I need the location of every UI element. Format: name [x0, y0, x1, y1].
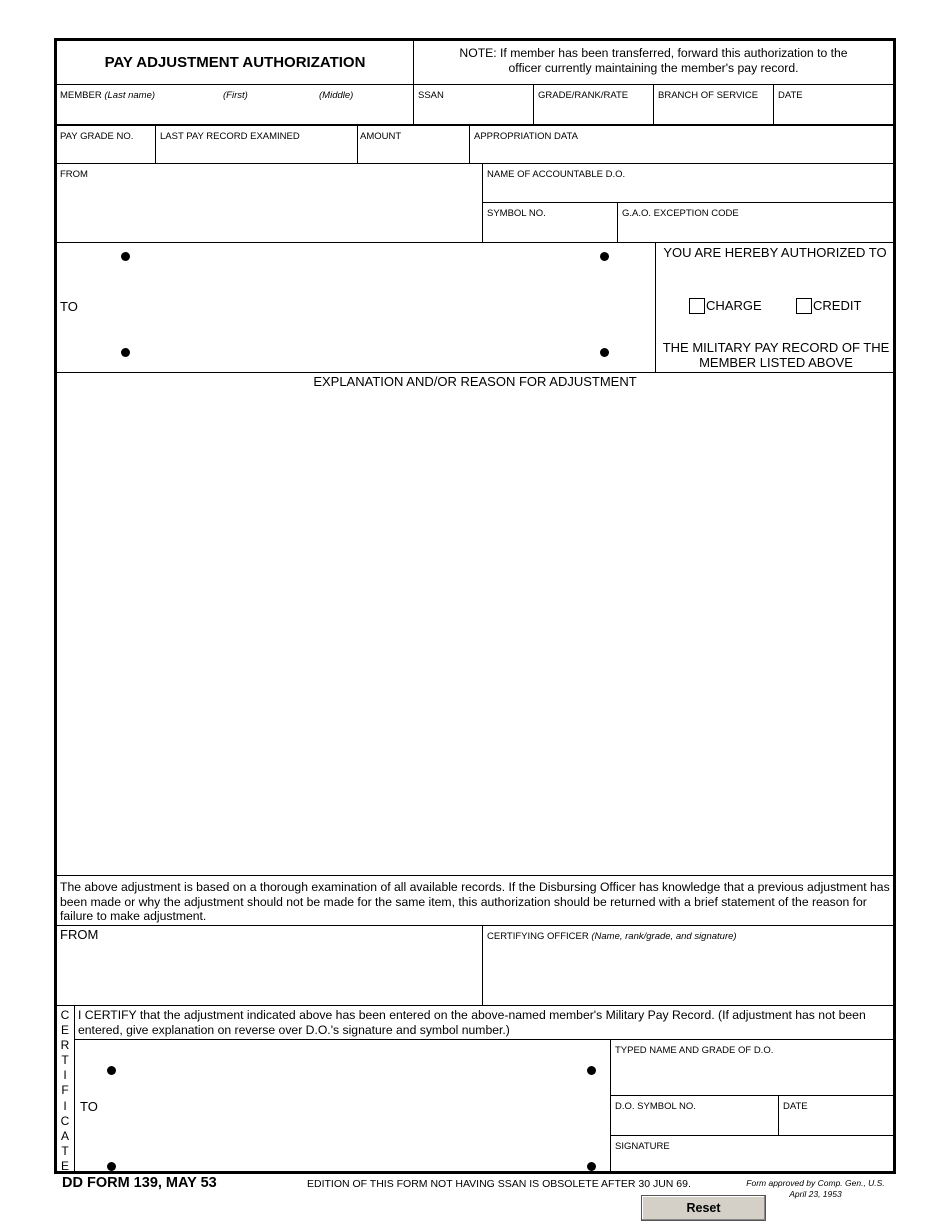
date-label: DATE [778, 90, 803, 101]
reset-button[interactable]: Reset [641, 1195, 766, 1221]
do-symbol-label: D.O. SYMBOL NO. [615, 1101, 696, 1112]
from-label: FROM [60, 169, 88, 180]
certificate-side-letter: T [61, 1143, 69, 1158]
do-details [610, 1040, 894, 1173]
credit-checkbox[interactable] [796, 298, 812, 314]
adjustment-statement: The above adjustment is based on a thorough examination of all available records. If the Disbursing Officer has knowledge that a previous adjustment has been made or why the adjustment should not be made for the same item, this authorization should be returned with a brief statement of the reason for failure to make adjustment. [57, 875, 893, 925]
certifying-row [57, 925, 893, 1005]
authorization-box [655, 243, 893, 373]
member-row [57, 84, 893, 124]
certificate-date-label: DATE [783, 1101, 808, 1112]
amount-cell[interactable] [357, 126, 469, 164]
certificate-side-letter: E [60, 1158, 69, 1173]
to-section [57, 242, 893, 372]
ssan-cell[interactable] [413, 85, 533, 125]
typed-name-cell[interactable] [611, 1040, 894, 1095]
accountable-do-cell[interactable] [483, 164, 893, 202]
certificate-side-letter: C [60, 1113, 70, 1128]
appropriation-cell[interactable] [469, 126, 893, 164]
form-id: DD FORM 139, MAY 53 [62, 1175, 217, 1191]
address-corner-dot [600, 348, 609, 357]
transfer-note: NOTE: If member has been transferred, forward this authorization to the officer currently maintaining the member's pay record. [413, 41, 893, 84]
pay-record-label: THE MILITARY PAY RECORD OF THE MEMBER LISTED ABOVE [662, 340, 890, 370]
address-corner-dot [587, 1162, 596, 1171]
grade-label: GRADE/RANK/RATE [538, 90, 629, 101]
branch-label: BRANCH OF SERVICE [658, 90, 759, 101]
certificate-side-label [57, 1008, 73, 1174]
address-corner-dot [107, 1066, 116, 1075]
edition-note: EDITION OF THIS FORM NOT HAVING SSAN IS OBSOLETE AFTER 30 JUN 69. [307, 1178, 691, 1190]
pay-grade-row [57, 124, 893, 163]
last-pay-record-label: LAST PAY RECORD EXAMINED [160, 131, 300, 142]
certify-text: I CERTIFY that the adjustment indicated above has been entered on the above-named member's Military Pay Record. (If adjustment has not been entered, give explanation on reverse over D.O.'s signature and symbol number.) [78, 1008, 866, 1037]
grade-cell[interactable] [533, 85, 653, 125]
certificate-address-area [75, 1039, 894, 1172]
certificate-body [74, 1006, 893, 1172]
accountable-do-label: NAME OF ACCOUNTABLE D.O. [487, 169, 626, 180]
certificate-side-letter: C [60, 1008, 70, 1022]
appropriation-label: APPROPRIATION DATA [474, 131, 578, 142]
date-cell[interactable] [773, 85, 893, 125]
address-corner-dot [587, 1066, 596, 1075]
pay-grade-label: PAY GRADE NO. [60, 131, 134, 142]
do-symbol-cell[interactable] [611, 1095, 778, 1135]
to-label: TO [60, 299, 78, 314]
certificate-side-letter: I [63, 1098, 67, 1113]
charge-label: CHARGE [706, 298, 762, 313]
last-pay-record-cell[interactable] [155, 126, 357, 164]
gao-code-label: G.A.O. EXCEPTION CODE [622, 208, 739, 219]
ssan-label: SSAN [418, 90, 444, 101]
signature-label: SIGNATURE [615, 1141, 670, 1152]
member-label: MEMBER (Last name) [60, 90, 156, 101]
address-corner-dot [107, 1162, 116, 1171]
form-title: PAY ADJUSTMENT AUTHORIZATION [104, 54, 366, 71]
credit-label: CREDIT [813, 298, 862, 313]
certificate-section [57, 1005, 893, 1171]
certifying-officer-cell[interactable] [482, 926, 893, 1006]
approval-line: April 23, 1953 [789, 1189, 842, 1199]
certificate-side-letter: E [60, 1023, 69, 1038]
explanation-heading: EXPLANATION AND/OR REASON FOR ADJUSTMENT [313, 374, 637, 389]
branch-cell[interactable] [653, 85, 773, 125]
symbol-no-label: SYMBOL NO. [487, 208, 546, 219]
pay-adjustment-form [54, 38, 896, 1174]
approval-line: Form approved by Comp. Gen., U.S. [746, 1178, 885, 1188]
explanation-field[interactable] [57, 372, 893, 875]
from-row [57, 163, 893, 242]
accountable-do-block [482, 164, 893, 243]
authorized-to-label: YOU ARE HEREBY AUTHORIZED TO [663, 245, 887, 260]
signature-cell[interactable] [611, 1135, 894, 1173]
certificate-to-label: TO [80, 1099, 98, 1114]
gao-code-cell[interactable] [617, 202, 894, 243]
typed-name-label: TYPED NAME AND GRADE OF D.O. [615, 1045, 774, 1056]
certificate-side-letter: R [60, 1038, 70, 1053]
certifying-from-label: FROM [60, 927, 99, 942]
middle-name-label: (Middle) [319, 90, 354, 101]
certificate-side-letter: I [63, 1068, 67, 1083]
first-name-label: (First) [223, 90, 248, 101]
symbol-no-cell[interactable] [483, 202, 617, 243]
certificate-date-cell[interactable] [778, 1095, 894, 1135]
amount-label: AMOUNT [360, 131, 402, 142]
certificate-side-letter: A [60, 1128, 69, 1143]
certifying-officer-label: CERTIFYING OFFICER (Name, rank/grade, and signature) [487, 931, 737, 942]
address-corner-dot [600, 252, 609, 261]
charge-checkbox[interactable] [689, 298, 705, 314]
address-corner-dot [121, 348, 130, 357]
address-corner-dot [121, 252, 130, 261]
certificate-side-letter: T [61, 1053, 69, 1068]
certificate-side-letter: F [61, 1083, 69, 1098]
